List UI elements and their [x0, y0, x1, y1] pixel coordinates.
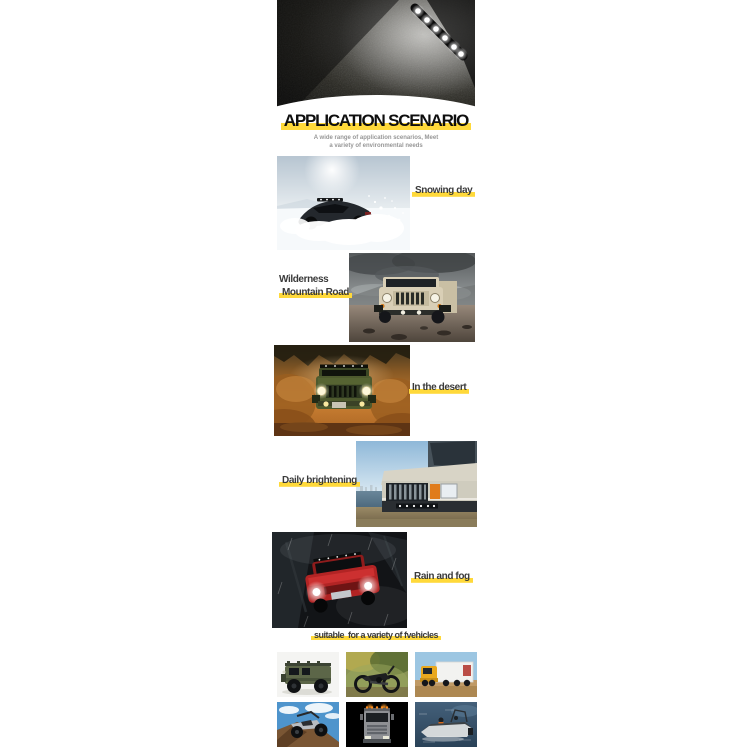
page-subtitle: [252, 135, 500, 150]
scenario-image-daily-brightening: [356, 441, 477, 527]
scenario-label-snowing-day: [412, 185, 475, 197]
gallery-item-military-truck: [277, 652, 339, 697]
scenario-image-snowing-day: [277, 156, 410, 250]
mountain-road-scene: [349, 253, 475, 342]
military-truck-image: [277, 652, 339, 697]
label-text: Rain and fog: [411, 571, 473, 583]
motorboat-image: [415, 702, 477, 747]
semi-truck-image: [415, 652, 477, 697]
snow-scene: [277, 156, 410, 250]
gallery-item-motorcycle: [346, 652, 408, 697]
label-line-1: Wilderness: [279, 274, 329, 285]
scenario-image-in-the-desert: [274, 345, 410, 436]
scenario-label-daily-brightening: [279, 475, 360, 487]
footer-caption: [252, 630, 500, 640]
label-line-2: Mountain Road: [279, 286, 352, 299]
offroad-buggy-image: [277, 702, 339, 747]
scenario-label-rain-and-fog: [411, 571, 473, 583]
scenario-label-in-the-desert: [409, 382, 469, 394]
motorcycle-image: [346, 652, 408, 697]
vehicle-gallery: [277, 652, 477, 747]
label-text: Snowing day: [412, 185, 475, 197]
scenario-image-rain-and-fog: [272, 532, 407, 628]
desert-scene: [274, 345, 410, 436]
gallery-item-night-truck: [346, 702, 408, 747]
caption-text: suitable for a variety of fvehicles: [311, 630, 441, 640]
night-truck-image: [346, 702, 408, 747]
gallery-item-motorboat: [415, 702, 477, 747]
page-title: [277, 111, 475, 131]
title-highlight: APPLICATION SCENARIO: [280, 111, 472, 131]
green-jeep-front: [312, 365, 376, 410]
hero-image: [277, 0, 475, 113]
scenario-image-wilderness-mountain-road: [349, 253, 475, 342]
daylight-jeep-scene: [356, 441, 477, 527]
rain-fog-scene: [272, 532, 407, 628]
subtitle-line-1: A wide range of application scenarios, Meet: [313, 135, 439, 141]
label-text: In the desert: [409, 382, 469, 394]
scenario-label-wilderness-mountain-road: [279, 273, 352, 299]
subtitle-line-2: a variety of environmental needs: [329, 142, 423, 149]
gallery-item-semi-truck: [415, 652, 477, 697]
label-text: Daily brightening: [279, 475, 360, 487]
gallery-item-offroad-buggy: [277, 702, 339, 747]
